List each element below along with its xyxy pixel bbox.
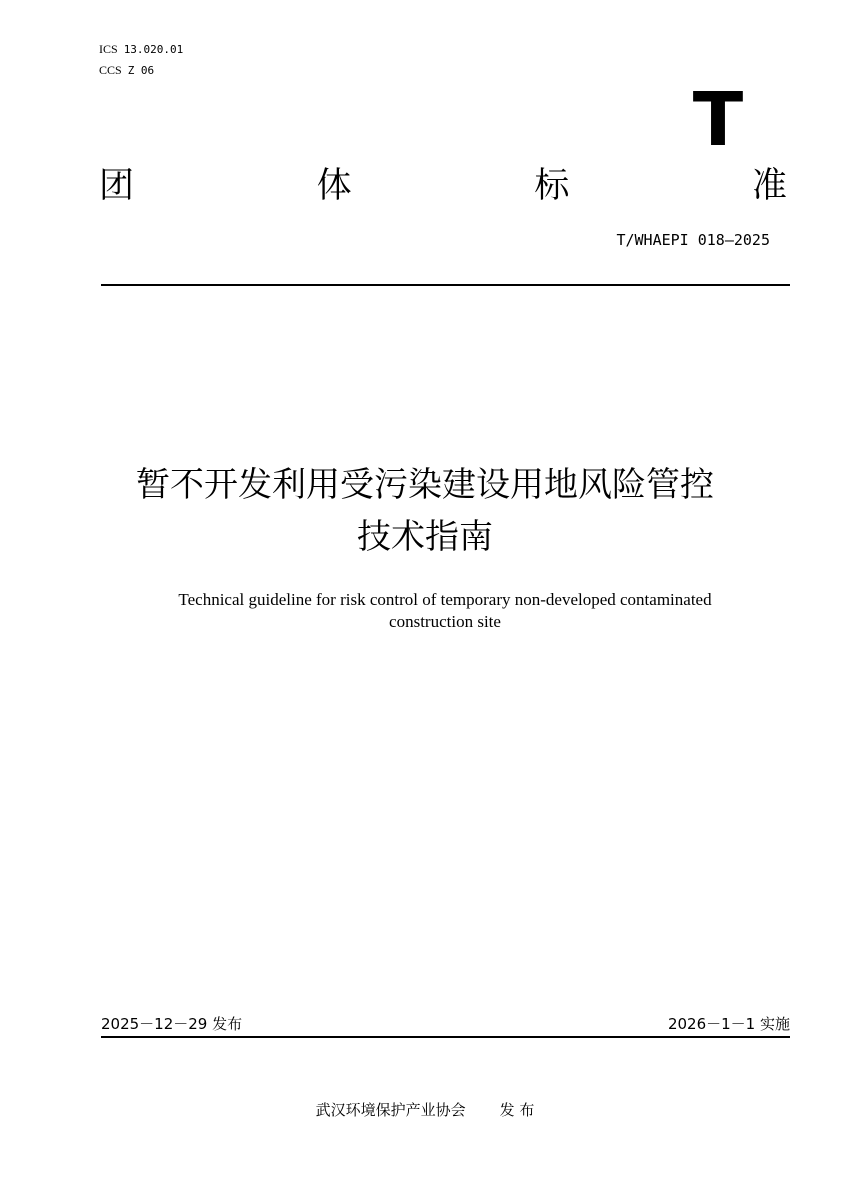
ics-code: 13.020.01 [123, 43, 184, 56]
title-chinese-line-1: 暂不开发利用受污染建设用地风险管控 [136, 465, 714, 505]
title-english-line-1: Technical guideline for risk control of temporary non-developed contaminated [178, 590, 712, 609]
standard-type-char-1: 团 [99, 166, 135, 206]
standard-type-heading [99, 163, 787, 209]
title-chinese-line-2: 技术指南 [357, 517, 493, 557]
standard-type-char-4: 准 [751, 166, 787, 206]
publisher-line [0, 1100, 850, 1120]
publisher-action: 发 布 [499, 1101, 535, 1119]
standard-type-char-2: 体 [316, 166, 352, 206]
implementation-date: 2026－1－1 实施 [667, 1015, 790, 1033]
ccs-code: Z 06 [127, 64, 155, 77]
standard-category-letter: T [692, 77, 744, 163]
ccs-label: CCS [99, 63, 122, 77]
ics-code-line [99, 42, 183, 57]
title-english-line-2: construction site [389, 612, 501, 631]
header-divider [101, 284, 790, 286]
standard-number: T/WHAEPI 018—2025 [616, 231, 770, 249]
footer-divider [101, 1036, 790, 1038]
ccs-code-line [99, 63, 154, 78]
ics-label: ICS [99, 42, 118, 56]
issue-date: 2025－12－29 发布 [101, 1015, 243, 1033]
publisher-organization: 武汉环境保护产业协会 [315, 1101, 466, 1119]
standard-type-char-3: 标 [534, 166, 570, 206]
